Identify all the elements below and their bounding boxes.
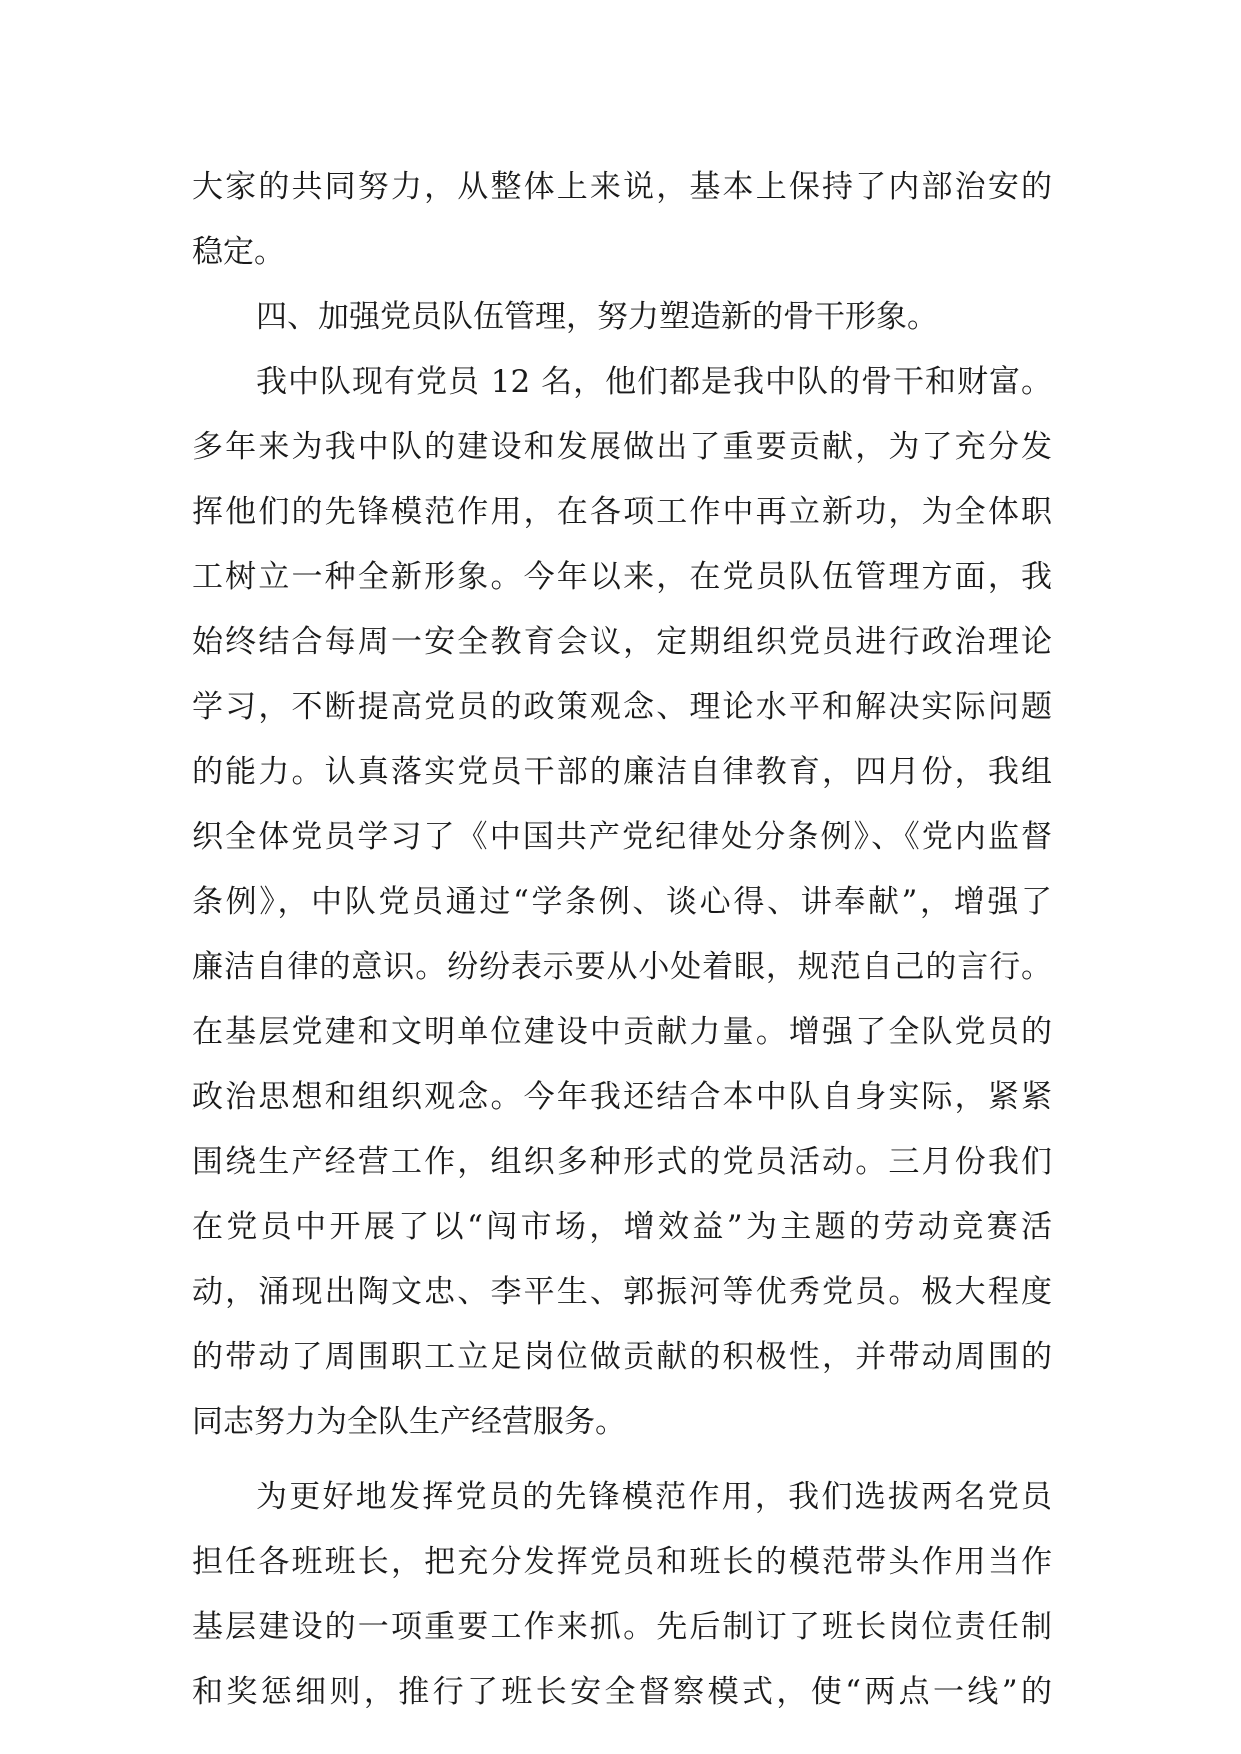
text-line: 围绕生产经营工作，组织多种形式的党员活动。三月份我们 (192, 1144, 1052, 1180)
text-line: 条例》，中队党员通过“学条例、谈心得、讲奉献”，增强了 (192, 884, 1052, 920)
text-line: 同志努力为全队生产经营服务。 (192, 1404, 626, 1440)
text-line: 和奖惩细则，推行了班长安全督察模式，使“两点一线”的 (192, 1674, 1052, 1710)
text-line: 工树立一种全新形象。今年以来，在党员队伍管理方面，我 (192, 559, 1052, 595)
text-line: 政治思想和组织观念。今年我还结合本中队自身实际，紧紧 (192, 1079, 1052, 1115)
section-heading: 四、加强党员队伍管理，努力塑造新的骨干形象。 (256, 299, 938, 335)
text-line: 基层建设的一项重要工作来抓。先后制订了班长岗位责任制 (192, 1609, 1052, 1645)
text-line: 稳定。 (192, 234, 285, 270)
text-line: 始终结合每周一安全教育会议，定期组织党员进行政治理论 (192, 624, 1052, 660)
text-line: 的带动了周围职工立足岗位做贡献的积极性，并带动周围的 (192, 1339, 1052, 1375)
paragraph-gap (192, 1455, 1052, 1465)
text-line: 学习，不断提高党员的政策观念、理论水平和解决实际问题 (192, 689, 1052, 725)
text-line: 织全体党员学习了《中国共产党纪律处分条例》、《党内监督 (192, 819, 1052, 855)
text-line: 在党员中开展了以“闯市场，增效益”为主题的劳动竞赛活 (192, 1209, 1052, 1245)
text-line: 动，涌现出陶文忠、李平生、郭振河等优秀党员。极大程度 (192, 1274, 1052, 1310)
text-line: 我中队现有党员 12 名，他们都是我中队的骨干和财富。 (256, 364, 1052, 400)
text-line: 挥他们的先锋模范作用，在各项工作中再立新功，为全体职 (192, 494, 1052, 530)
text-line: 大家的共同努力，从整体上来说，基本上保持了内部治安的 (192, 169, 1052, 205)
document-page (192, 155, 1052, 1725)
text-line: 廉洁自律的意识。纷纷表示要从小处着眼，规范自己的言行。 (192, 949, 1052, 985)
text-line: 的能力。认真落实党员干部的廉洁自律教育，四月份，我组 (192, 754, 1052, 790)
text-line: 为更好地发挥党员的先锋模范作用，我们选拔两名党员 (256, 1479, 1052, 1515)
text-line: 多年来为我中队的建设和发展做出了重要贡献，为了充分发 (192, 429, 1052, 465)
text-line: 在基层党建和文明单位建设中贡献力量。增强了全队党员的 (192, 1014, 1052, 1050)
text-line: 担任各班班长，把充分发挥党员和班长的模范带头作用当作 (192, 1544, 1052, 1580)
